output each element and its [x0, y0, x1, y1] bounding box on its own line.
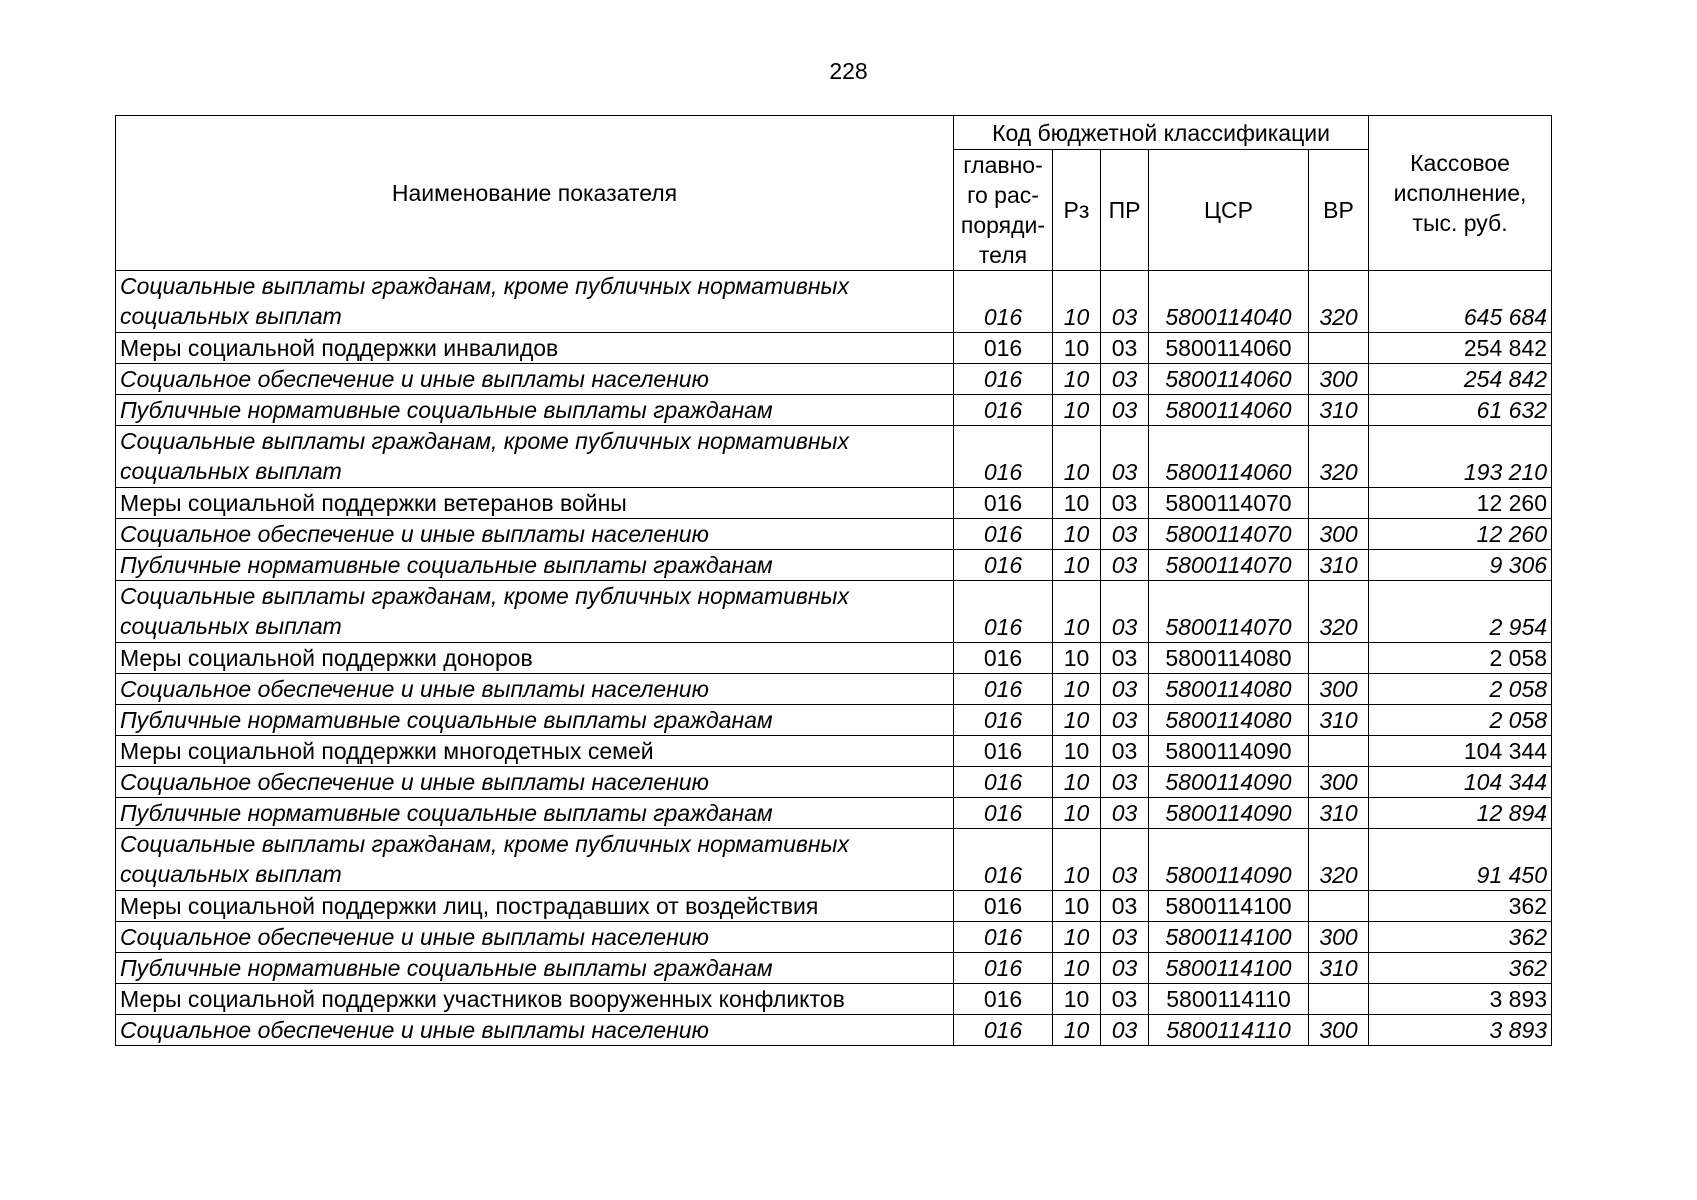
header-rz: Рз: [1053, 150, 1101, 271]
cell-rz: 10: [1053, 891, 1101, 922]
cell-glavny: 016: [954, 364, 1053, 395]
cell-pr: 03: [1101, 364, 1149, 395]
cell-name: Публичные нормативные социальные выплаты гражданам: [116, 953, 954, 984]
cell-rz: 10: [1053, 333, 1101, 364]
cell-vr: 320: [1309, 271, 1369, 333]
cell-pr: 03: [1101, 581, 1149, 643]
cell-csr: 5800114070: [1149, 519, 1309, 550]
cell-pr: 03: [1101, 519, 1149, 550]
cell-vr: 310: [1309, 395, 1369, 426]
cell-rz: 10: [1053, 426, 1101, 488]
cell-pr: 03: [1101, 767, 1149, 798]
table-row: [116, 674, 1552, 705]
cell-pr: 03: [1101, 488, 1149, 519]
cell-rz: 10: [1053, 364, 1101, 395]
cell-amount: 362: [1369, 953, 1552, 984]
cell-pr: 03: [1101, 674, 1149, 705]
cell-glavny: 016: [954, 581, 1053, 643]
page-number: 228: [829, 58, 868, 84]
cell-csr: 5800114040: [1149, 271, 1309, 333]
cell-glavny: 016: [954, 891, 1053, 922]
cell-vr: 300: [1309, 767, 1369, 798]
cell-vr: 310: [1309, 550, 1369, 581]
cell-pr: 03: [1101, 333, 1149, 364]
cell-pr: 03: [1101, 643, 1149, 674]
table-row: [116, 984, 1552, 1015]
cell-name: Социальное обеспечение и иные выплаты населению: [116, 922, 954, 953]
cell-name: Меры социальной поддержки инвалидов: [116, 333, 954, 364]
cell-name: Публичные нормативные социальные выплаты гражданам: [116, 395, 954, 426]
cell-name: Социальные выплаты гражданам, кроме публичных нормативных социальных выплат: [116, 426, 954, 488]
cell-amount: 12 894: [1369, 798, 1552, 829]
cell-glavny: 016: [954, 736, 1053, 767]
cell-amount: 91 450: [1369, 829, 1552, 891]
cell-pr: 03: [1101, 953, 1149, 984]
cell-rz: 10: [1053, 922, 1101, 953]
cell-rz: 10: [1053, 395, 1101, 426]
cell-vr: [1309, 984, 1369, 1015]
cell-glavny: 016: [954, 271, 1053, 333]
cell-pr: 03: [1101, 829, 1149, 891]
cell-pr: 03: [1101, 705, 1149, 736]
cell-vr: 300: [1309, 519, 1369, 550]
cell-name: Меры социальной поддержки лиц, пострадавших от воздействия: [116, 891, 954, 922]
cell-csr: 5800114080: [1149, 705, 1309, 736]
cell-glavny: 016: [954, 1015, 1053, 1046]
cell-glavny: 016: [954, 395, 1053, 426]
cell-rz: 10: [1053, 550, 1101, 581]
cell-vr: 310: [1309, 705, 1369, 736]
cell-amount: 362: [1369, 891, 1552, 922]
cell-glavny: 016: [954, 333, 1053, 364]
table-row: [116, 333, 1552, 364]
cell-csr: 5800114070: [1149, 550, 1309, 581]
cell-name: Социальное обеспечение и иные выплаты населению: [116, 1015, 954, 1046]
cell-glavny: 016: [954, 426, 1053, 488]
table-row: [116, 1015, 1552, 1046]
cell-amount: 2 058: [1369, 705, 1552, 736]
header-vr: ВР: [1309, 150, 1369, 271]
cell-vr: 320: [1309, 426, 1369, 488]
cell-amount: 254 842: [1369, 333, 1552, 364]
cell-rz: 10: [1053, 953, 1101, 984]
cell-rz: 10: [1053, 488, 1101, 519]
cell-csr: 5800114090: [1149, 736, 1309, 767]
cell-csr: 5800114100: [1149, 953, 1309, 984]
table-row: [116, 922, 1552, 953]
table-row: [116, 736, 1552, 767]
cell-amount: 193 210: [1369, 426, 1552, 488]
header-pr: ПР: [1101, 150, 1149, 271]
cell-csr: 5800114070: [1149, 488, 1309, 519]
cell-csr: 5800114100: [1149, 922, 1309, 953]
cell-vr: 310: [1309, 798, 1369, 829]
cell-name: Социальное обеспечение и иные выплаты населению: [116, 519, 954, 550]
table-row: [116, 395, 1552, 426]
cell-name: Меры социальной поддержки доноров: [116, 643, 954, 674]
cell-csr: 5800114060: [1149, 426, 1309, 488]
cell-name: Публичные нормативные социальные выплаты гражданам: [116, 705, 954, 736]
cell-vr: [1309, 643, 1369, 674]
table-row: [116, 488, 1552, 519]
cell-vr: [1309, 488, 1369, 519]
cell-pr: 03: [1101, 736, 1149, 767]
cell-csr: 5800114090: [1149, 767, 1309, 798]
cell-csr: 5800114070: [1149, 581, 1309, 643]
cell-pr: 03: [1101, 550, 1149, 581]
cell-name: Меры социальной поддержки многодетных семей: [116, 736, 954, 767]
cell-glavny: 016: [954, 674, 1053, 705]
cell-glavny: 016: [954, 767, 1053, 798]
cell-amount: 61 632: [1369, 395, 1552, 426]
cell-vr: 300: [1309, 364, 1369, 395]
cell-csr: 5800114090: [1149, 798, 1309, 829]
cell-csr: 5800114110: [1149, 1015, 1309, 1046]
cell-amount: 2 058: [1369, 674, 1552, 705]
cell-name: Социальное обеспечение и иные выплаты населению: [116, 364, 954, 395]
table-row: [116, 271, 1552, 333]
cell-glavny: 016: [954, 798, 1053, 829]
cell-amount: 3 893: [1369, 984, 1552, 1015]
table-row: [116, 519, 1552, 550]
table-header: [116, 116, 1552, 271]
cell-vr: 300: [1309, 1015, 1369, 1046]
table-body: [116, 271, 1552, 1046]
cell-rz: 10: [1053, 581, 1101, 643]
cell-csr: 5800114090: [1149, 829, 1309, 891]
cell-vr: 310: [1309, 953, 1369, 984]
cell-rz: 10: [1053, 674, 1101, 705]
header-code-group: Код бюджетной классификации: [954, 116, 1369, 150]
cell-name: Социальное обеспечение и иные выплаты населению: [116, 674, 954, 705]
header-amount: Кассовое исполнение, тыс. руб.: [1369, 116, 1552, 271]
cell-name: Социальные выплаты гражданам, кроме публичных нормативных социальных выплат: [116, 829, 954, 891]
cell-amount: 104 344: [1369, 767, 1552, 798]
cell-rz: 10: [1053, 984, 1101, 1015]
cell-amount: 645 684: [1369, 271, 1552, 333]
cell-name: Меры социальной поддержки ветеранов войны: [116, 488, 954, 519]
cell-name: Публичные нормативные социальные выплаты гражданам: [116, 550, 954, 581]
cell-glavny: 016: [954, 550, 1053, 581]
cell-vr: [1309, 736, 1369, 767]
cell-csr: 5800114100: [1149, 891, 1309, 922]
cell-rz: 10: [1053, 519, 1101, 550]
cell-amount: 2 058: [1369, 643, 1552, 674]
cell-name: Социальные выплаты гражданам, кроме публичных нормативных социальных выплат: [116, 271, 954, 333]
cell-amount: 2 954: [1369, 581, 1552, 643]
cell-rz: 10: [1053, 271, 1101, 333]
cell-amount: 104 344: [1369, 736, 1552, 767]
budget-table: [115, 115, 1552, 1046]
cell-glavny: 016: [954, 643, 1053, 674]
cell-csr: 5800114080: [1149, 643, 1309, 674]
cell-glavny: 016: [954, 984, 1053, 1015]
cell-csr: 5800114110: [1149, 984, 1309, 1015]
cell-pr: 03: [1101, 395, 1149, 426]
cell-glavny: 016: [954, 829, 1053, 891]
cell-pr: 03: [1101, 798, 1149, 829]
cell-glavny: 016: [954, 488, 1053, 519]
table-row: [116, 767, 1552, 798]
cell-pr: 03: [1101, 271, 1149, 333]
table-row: [116, 581, 1552, 643]
cell-vr: [1309, 333, 1369, 364]
cell-pr: 03: [1101, 984, 1149, 1015]
table-row: [116, 891, 1552, 922]
cell-vr: [1309, 891, 1369, 922]
cell-glavny: 016: [954, 705, 1053, 736]
cell-rz: 10: [1053, 829, 1101, 891]
cell-glavny: 016: [954, 953, 1053, 984]
table-row: [116, 643, 1552, 674]
cell-pr: 03: [1101, 426, 1149, 488]
cell-pr: 03: [1101, 891, 1149, 922]
cell-rz: 10: [1053, 736, 1101, 767]
cell-rz: 10: [1053, 643, 1101, 674]
cell-pr: 03: [1101, 922, 1149, 953]
cell-vr: 300: [1309, 922, 1369, 953]
cell-vr: 300: [1309, 674, 1369, 705]
cell-rz: 10: [1053, 705, 1101, 736]
cell-name: Меры социальной поддержки участников вооруженных конфликтов: [116, 984, 954, 1015]
cell-rz: 10: [1053, 798, 1101, 829]
cell-csr: 5800114060: [1149, 395, 1309, 426]
cell-name: Публичные нормативные социальные выплаты гражданам: [116, 798, 954, 829]
table-row: [116, 705, 1552, 736]
cell-amount: 9 306: [1369, 550, 1552, 581]
table-row: [116, 953, 1552, 984]
cell-pr: 03: [1101, 1015, 1149, 1046]
cell-name: Социальное обеспечение и иные выплаты населению: [116, 767, 954, 798]
table-row: [116, 426, 1552, 488]
cell-name: Социальные выплаты гражданам, кроме публичных нормативных социальных выплат: [116, 581, 954, 643]
cell-rz: 10: [1053, 767, 1101, 798]
table-row: [116, 550, 1552, 581]
cell-rz: 10: [1053, 1015, 1101, 1046]
cell-vr: 320: [1309, 829, 1369, 891]
cell-csr: 5800114060: [1149, 333, 1309, 364]
cell-amount: 362: [1369, 922, 1552, 953]
table-row: [116, 798, 1552, 829]
cell-amount: 12 260: [1369, 519, 1552, 550]
header-name: Наименование показателя: [116, 116, 954, 271]
cell-amount: 3 893: [1369, 1015, 1552, 1046]
cell-glavny: 016: [954, 922, 1053, 953]
cell-vr: 320: [1309, 581, 1369, 643]
cell-csr: 5800114080: [1149, 674, 1309, 705]
cell-amount: 254 842: [1369, 364, 1552, 395]
header-csr: ЦСР: [1149, 150, 1309, 271]
table-row: [116, 829, 1552, 891]
table-row: [116, 364, 1552, 395]
cell-glavny: 016: [954, 519, 1053, 550]
header-glavny: главно-го рас-поряди-теля: [954, 150, 1053, 271]
cell-amount: 12 260: [1369, 488, 1552, 519]
cell-csr: 5800114060: [1149, 364, 1309, 395]
